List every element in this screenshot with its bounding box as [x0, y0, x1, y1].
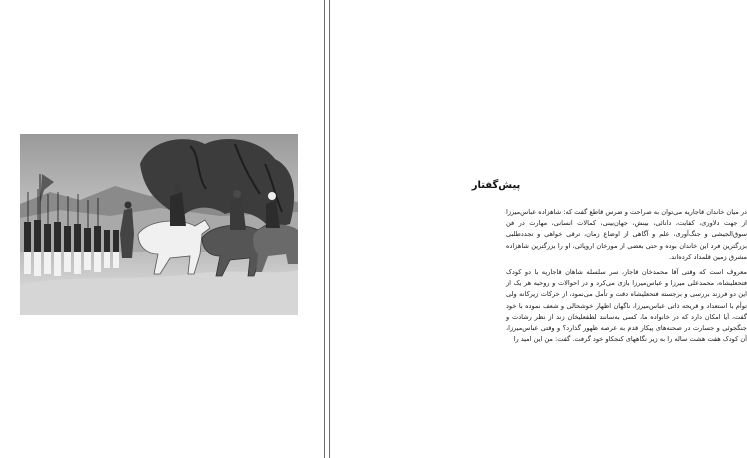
right-page — [330, 0, 747, 458]
illustration-plate — [20, 134, 298, 315]
gutter-line-left — [324, 0, 325, 458]
paragraph-1: در میان خاندان قاجاریه می‌توان به صراحت و ضرس قاطع گفت که: شاهزاده عباس‌میرزا از جهت دلاوری، کفایت، دانائی، بینش، جهان‌بینی، کمالات انسانی، مهارت در فن سوق‌الجیشی و جنگ‌آوری، علم و آگاهی از اوضاع زمان، ترقی خواهی و تجددطلبی بزرگترین فرد این خاندان بوده و حتی بعضی از مورخان اروپائی، او را بزرگترین شاهزاده مشرق زمین قلمداد کرده‌اند. — [506, 208, 747, 261]
paragraph-2: معروف است که وقتی آقا محمدخان قاجار، سر سلسله شاهان قاجاریه با دو کودک فتحعلیشاه، محمدعلی میرزا و عباس‌میرزا بازی می‌کرد و در احوالات و روحیه هر یک از این دو فرزند بررسی و برجسته فتحعلیشاه دقت و تأمل می‌نمود، از حرکات زیرکانه ولی توأم با استعداد و قریحه ذاتی عباس‌میرزا، ناگهان اظهار خوشحالی و شعف نموده با خود گفت، آیا امکان دارد که در خانواده ما، کسی به‌سانند لطفعلیخان زند از نظر رشادت و جنگجوئی و جسارت در صحنه‌های پیکار قدم به عرصه ظهور گذارد؟ و وقتی عباس‌میرزا، آن کودک هفت هشت ساله را به زیر نگاههای کنجکاو خود گرفت. گفت: من این امید را — [506, 268, 747, 344]
page-heading: پیش‌گفتار — [471, 180, 521, 191]
left-page — [0, 0, 324, 458]
engraving-royal-procession-icon — [20, 134, 298, 315]
body-text — [506, 207, 747, 345]
